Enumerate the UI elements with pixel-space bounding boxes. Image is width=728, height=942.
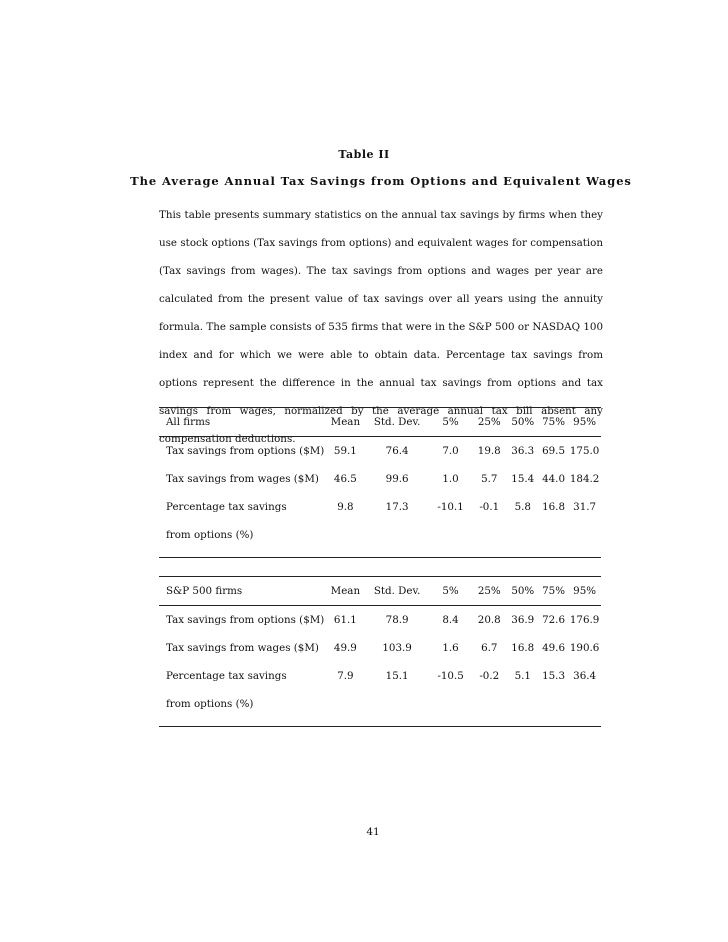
cell-p25: 5.7 (481, 473, 498, 485)
cell-p50: 16.8 (511, 642, 535, 654)
column-header-std-dev: Std. Dev. (365, 408, 429, 437)
row-label: Tax savings from wages ($M) (166, 473, 319, 485)
cell-p75: 44.0 (542, 473, 565, 485)
cell-p75: 15.3 (542, 670, 565, 682)
cell-p75: 16.8 (542, 501, 565, 513)
cell-p25: -0.1 (479, 501, 500, 513)
row-label-continuation: from options (%) (166, 529, 254, 541)
cell-mean: 59.1 (333, 445, 357, 457)
cell-p5: -10.1 (437, 501, 464, 513)
column-header-p95: 95% (568, 577, 601, 606)
all-firms-table (159, 407, 601, 558)
cell-p50: 36.3 (511, 445, 535, 457)
sp500-firms-table (159, 576, 601, 727)
cell-std-dev: 99.6 (385, 473, 409, 485)
cell-p25: 20.8 (477, 614, 501, 626)
table-header-row (159, 408, 601, 437)
table-row-continuation (159, 521, 601, 549)
row-label: Tax savings from options ($M) (166, 445, 325, 457)
column-header-p75: 75% (539, 408, 568, 437)
cell-p50: 5.8 (514, 501, 531, 513)
cell-p5: 1.0 (442, 473, 459, 485)
cell-p5: 1.6 (442, 642, 459, 654)
cell-std-dev: 17.3 (385, 501, 409, 513)
cell-p5: 7.0 (442, 445, 459, 457)
column-header-std-dev: Std. Dev. (365, 577, 429, 606)
table-row (159, 465, 601, 493)
group-label: All firms (159, 408, 326, 437)
page-number: 41 (366, 826, 380, 838)
row-label-continuation: from options (%) (166, 698, 254, 710)
cell-mean: 9.8 (337, 501, 354, 513)
cell-p95: 31.7 (573, 501, 597, 513)
cell-p5: -10.5 (437, 670, 464, 682)
column-header-p5: 5% (429, 408, 472, 437)
table-caption: This table presents summary statistics on the annual tax savings by firms when they use stock options (Tax savings from options) and equivalent wages for compensation (Tax savings from wages). The tax savings from options and wages per year are calculated from the present value of tax savings over all years using the annuity formula. The sample consists of 535 firms that were in the S&P 500 or NASDAQ 100 index and for which we were able to obtain data. Percentage tax savings from options represent the difference in the annual tax savings from options and tax savings from wages, normalized by the average annual tax bill absent any compensation deductions. (159, 209, 603, 445)
cell-p95: 175.0 (569, 445, 600, 457)
cell-p25: 19.8 (477, 445, 501, 457)
cell-mean: 46.5 (333, 473, 357, 485)
table-row-continuation (159, 690, 601, 718)
cell-mean: 61.1 (333, 614, 357, 626)
cell-p95: 36.4 (573, 670, 597, 682)
column-header-mean: Mean (326, 408, 365, 437)
column-header-p50: 50% (507, 577, 539, 606)
cell-p75: 49.6 (542, 642, 565, 654)
column-header-p95: 95% (568, 408, 601, 437)
cell-std-dev: 15.1 (385, 670, 409, 682)
cell-p50: 36.9 (511, 614, 535, 626)
column-header-p5: 5% (429, 577, 472, 606)
cell-p75: 72.6 (542, 614, 565, 626)
cell-p25: -0.2 (479, 670, 500, 682)
cell-std-dev: 76.4 (385, 445, 409, 457)
group-label: S&P 500 firms (159, 577, 326, 606)
row-label: Percentage tax savings (166, 501, 287, 513)
cell-p50: 5.1 (514, 670, 531, 682)
table-header-row (159, 577, 601, 606)
table-label: Table II (338, 148, 390, 161)
table-row (159, 606, 601, 635)
cell-p25: 6.7 (481, 642, 498, 654)
column-header-p25: 25% (472, 408, 507, 437)
cell-p95: 190.6 (569, 642, 600, 654)
cell-p95: 184.2 (569, 473, 600, 485)
cell-mean: 49.9 (333, 642, 357, 654)
table-title: The Average Annual Tax Savings from Options and Equivalent Wages (130, 174, 632, 188)
column-header-p75: 75% (539, 577, 568, 606)
table-row (159, 437, 601, 466)
table-row (159, 662, 601, 690)
cell-mean: 7.9 (337, 670, 354, 682)
table-row (159, 634, 601, 662)
cell-p50: 15.4 (511, 473, 535, 485)
column-header-mean: Mean (326, 577, 365, 606)
cell-std-dev: 78.9 (385, 614, 409, 626)
column-header-p50: 50% (507, 408, 539, 437)
column-header-p25: 25% (472, 577, 507, 606)
table-row (159, 493, 601, 521)
cell-p75: 69.5 (542, 445, 565, 457)
row-label: Percentage tax savings (166, 670, 287, 682)
cell-p95: 176.9 (569, 614, 600, 626)
cell-p5: 8.4 (442, 614, 459, 626)
row-label: Tax savings from wages ($M) (166, 642, 319, 654)
cell-std-dev: 103.9 (382, 642, 412, 654)
row-label: Tax savings from options ($M) (166, 614, 325, 626)
